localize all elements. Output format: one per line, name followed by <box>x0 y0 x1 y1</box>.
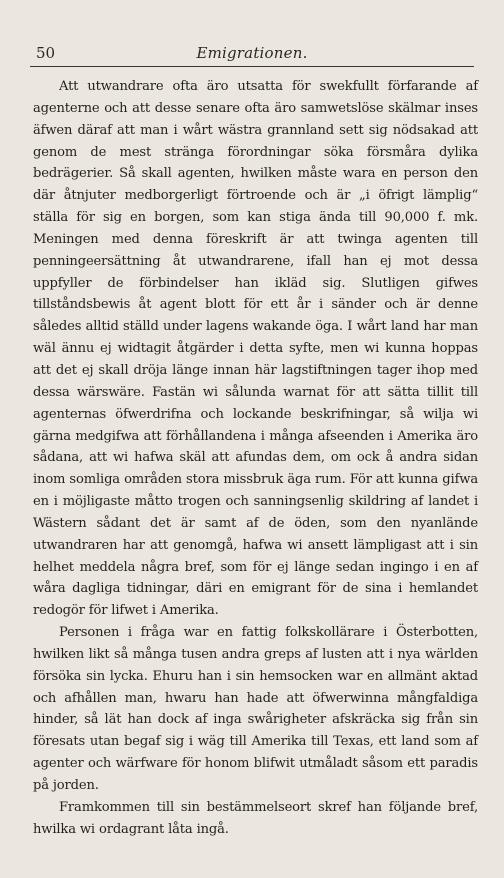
paragraph-1: Att utwandrare ofta äro utsatta för swekfullt förfarande af agenterne och att desse senare ofta äro samwetslöse skälmar inses äfwen däraf att man i wårt wästra grannland sett sig nödsakad att genom de mest stränga förordningar söka försmåra dylika bedrägerier. Så skall agenten, hwilken måste wara en person den där åtnjuter medborgerligt förtroende och är „i öfrigt lämplig“ ställa för sig en borgen, som kan stiga ända till 90,000 f. mk. Meningen med denna föreskrift är att twinga agenten till penningeersättning åt utwandrarene, ifall han ej mot dessa uppfyller de förbindelser han ikläd sig. Slutligen gifwes tillståndsbewis åt agent blott för ett år i sänder och är denne således alltid ställd under lagens wakande öga. I wårt land har man wäl ännu ej widtagit åtgärder i detta syfte, men wi kunna hoppas att det ej skall dröja länge innan här lagstiftningen tager ihop med dessa wärswäre. Fastän wi sålunda warnat för att sätta tillit till agenternas öfwerdrifna och lockande beskrifningar, så wilja wi gärna medgifwa att förhållandena i många afseenden i Amerika äro sådana, att wi hafwa skäl att afundas dem, om ock å andra sidan inom somliga områden stora missbruk äga rum. För att kunna gifwa en i möjligaste måtto trogen och sanningsenlig skildring af landet i Wästern sådant det är samt af de öden, som den nyanlände utwandraren har att genomgå, hafwa wi ansett lämpligast att i sin helhet meddela några bref, som för ej länge sedan ingingo i en af wåra dagliga tidningar, däri en emigrant för de sina i hemlandet redogör för lifwet i Amerika. <box>33 79 478 619</box>
page-number: 50 <box>36 44 56 62</box>
running-head: Emigrationen. <box>196 44 308 62</box>
header-rule <box>30 66 474 67</box>
body-text <box>33 76 478 841</box>
paragraph-3: Framkommen till sin bestämmelseort skref han följande bref, hwilka wi ordagrant låta ingå. <box>33 799 478 837</box>
paragraph-2: Personen i fråga war en fattig folkskollärare i Österbotten, hwilken likt så många tusen andra greps af lusten att i nya wärlden försöka sin lycka. Ehuru han i sin hemsocken war en allmänt aktad och afhållen man, hwaru han hade att öfwerwinna mångfaldiga hinder, så lät han dock af inga swårigheter afskräcka sig från sin föresats utan begaf sig i wäg till Amerika till Texas, ett land som af agenter och wärfware för honom blifwit utmåladt såsom ett paradis på jorden. <box>33 625 478 793</box>
page-header <box>30 36 474 62</box>
